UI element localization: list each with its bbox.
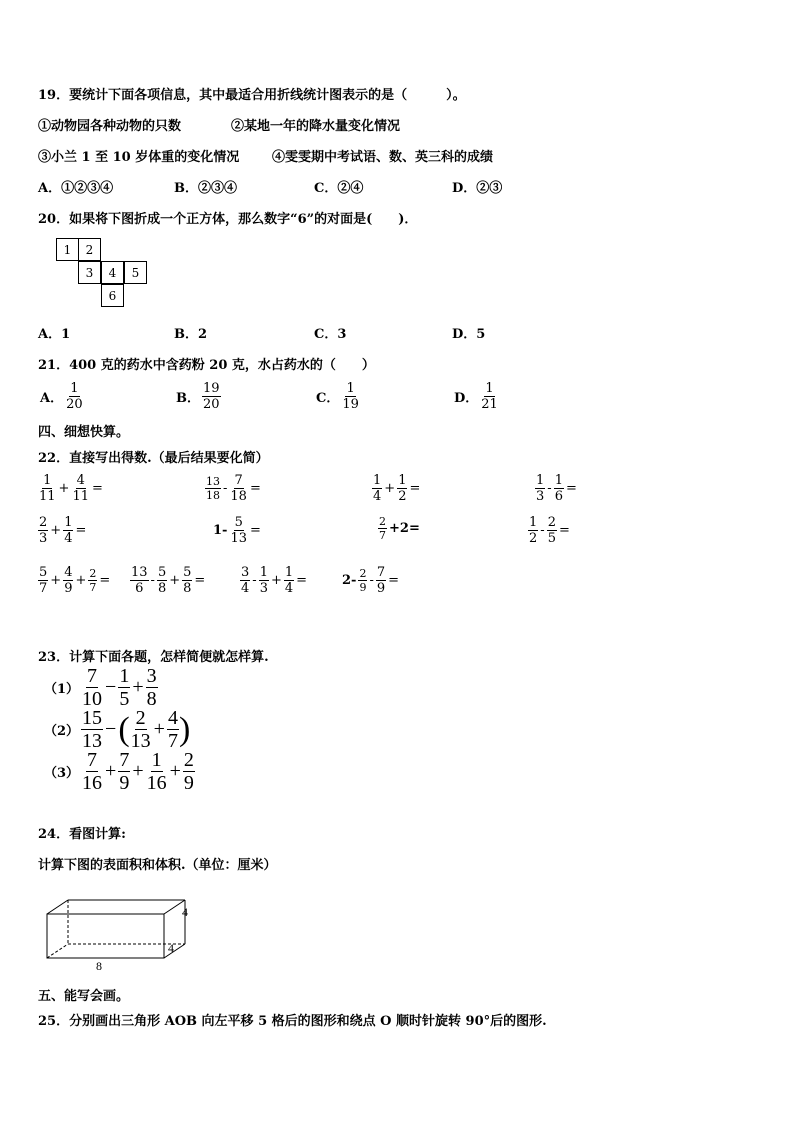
q21-option-a (38, 382, 84, 411)
q22-expr-8: $\frac{1}{2}$ - $\frac{2}{5}$ = (529, 515, 570, 546)
option-label: D． (454, 391, 479, 406)
cube-net (56, 238, 152, 310)
q20-option-c: C．3 (314, 327, 347, 342)
height-label: 4 (182, 905, 188, 919)
q19-item-2: ②某地一年的降水量变化情况 (231, 119, 401, 134)
q24-sub: 计算下图的表面积和体积.（单位：厘米） (38, 858, 277, 873)
q19-item-1: ①动物园各种动物的只数 (38, 119, 182, 134)
q23-expr-1: （1） $\frac{7}{10}$ − $\frac{1}{5}$ + $\frac{3}{8}$ (44, 665, 157, 710)
q21-stem: 21．400 克的药水中含药粉 20 克，水占药水的（ ） (38, 358, 375, 373)
q22-expr-6: 1- $\frac{5}{13}$ = (213, 515, 261, 546)
q22-expr-5: $\frac{2}{3}$ + $\frac{1}{4}$ = (39, 515, 87, 546)
fraction: $\frac{1}{21}$ (481, 381, 498, 412)
q21-option-d (452, 382, 499, 411)
q24-stem: 24．看图计算: (38, 827, 126, 842)
section-5-heading: 五、能写会画。 (38, 989, 130, 1004)
q22-expr-3: $\frac{1}{4}$ + $\frac{1}{2}$ = (373, 473, 421, 504)
q25-stem: 25．分别画出三角形 AOB 向左平移 5 格后的图形和绕点 O 顺时针旋转 90°后的图形. (38, 1014, 547, 1029)
net-cell: 2 (78, 238, 101, 261)
q22-expr-2: $\frac{13}{18}$ - $\frac{7}{18}$ = (206, 473, 261, 504)
q19-option-c: C．②④ (314, 181, 364, 196)
net-cell: 5 (124, 261, 147, 284)
q19-option-b: B．②③④ (174, 181, 237, 196)
net-cell: 6 (101, 284, 124, 307)
q22-expr-12: 2- $\frac{2}{9}$ - $\frac{7}{9}$ = (342, 565, 400, 596)
depth-label: 4 (168, 941, 174, 955)
option-label: B． (176, 391, 200, 406)
q22-expr-9: $\frac{5}{7}$ + $\frac{4}{9}$ + $\frac{2}{7}$ = (39, 565, 111, 596)
section-4-heading: 四、细想快算。 (38, 425, 130, 440)
q21-option-b (174, 382, 221, 411)
q22-expr-10: $\frac{13}{6}$ - $\frac{5}{8}$ + $\frac{5}{8}$ = (131, 565, 206, 596)
option-label: A． (40, 391, 64, 406)
net-cell: 1 (56, 238, 79, 261)
q19-stem: 19．要统计下面各项信息，其中最适合用折线统计图表示的是（ ）。 (38, 88, 466, 103)
q19-option-a: A．①②③④ (38, 181, 114, 196)
q23-stem: 23．计算下面各题，怎样简便就怎样算. (38, 650, 269, 665)
q22-expr-1: $\frac{1}{11}$ + $\frac{4}{11}$ = (39, 473, 103, 504)
q19-item-4: ④雯雯期中考试语、数、英三科的成绩 (272, 150, 494, 165)
length-label: 8 (96, 959, 102, 973)
q19-option-d: D．②③ (452, 181, 503, 196)
q22-expr-7: $\frac{2}{7}$ +2= (379, 515, 420, 542)
q23-expr-2: （2） $\frac{15}{13}$ −( $\frac{2}{13}$ + $\frac{4}{7}$ ) (44, 707, 191, 752)
q20-option-b: B．2 (174, 327, 208, 342)
option-label: C． (316, 391, 340, 406)
net-cell: 3 (78, 261, 101, 284)
q23-expr-3: （3） $\frac{7}{16}$ + $\frac{7}{9}$ + $\frac{1}{16}$ + $\frac{2}{9}$ (44, 749, 194, 794)
q20-stem: 20．如果将下图折成一个正方体，那么数字“6”的对面是( )． (38, 212, 418, 227)
q22-expr-4: $\frac{1}{3}$ - $\frac{1}{6}$ = (536, 473, 577, 504)
fraction: $\frac{1}{20}$ (66, 381, 83, 412)
q20-option-a: A．1 (38, 327, 71, 342)
cuboid-diagram (40, 893, 200, 973)
fraction: $\frac{19}{20}$ (203, 381, 220, 412)
q21-option-c (314, 382, 360, 411)
net-cell: 4 (101, 261, 124, 284)
q22-expr-11: $\frac{3}{4}$ - $\frac{1}{3}$ + $\frac{1}{4}$ = (241, 565, 308, 596)
q22-stem: 22．直接写出得数.（最后结果要化简） (38, 451, 269, 466)
q19-item-3: ③小兰 1 至 10 岁体重的变化情况 (38, 150, 240, 165)
fraction: $\frac{1}{19}$ (342, 381, 359, 412)
q20-option-d: D．5 (452, 327, 486, 342)
